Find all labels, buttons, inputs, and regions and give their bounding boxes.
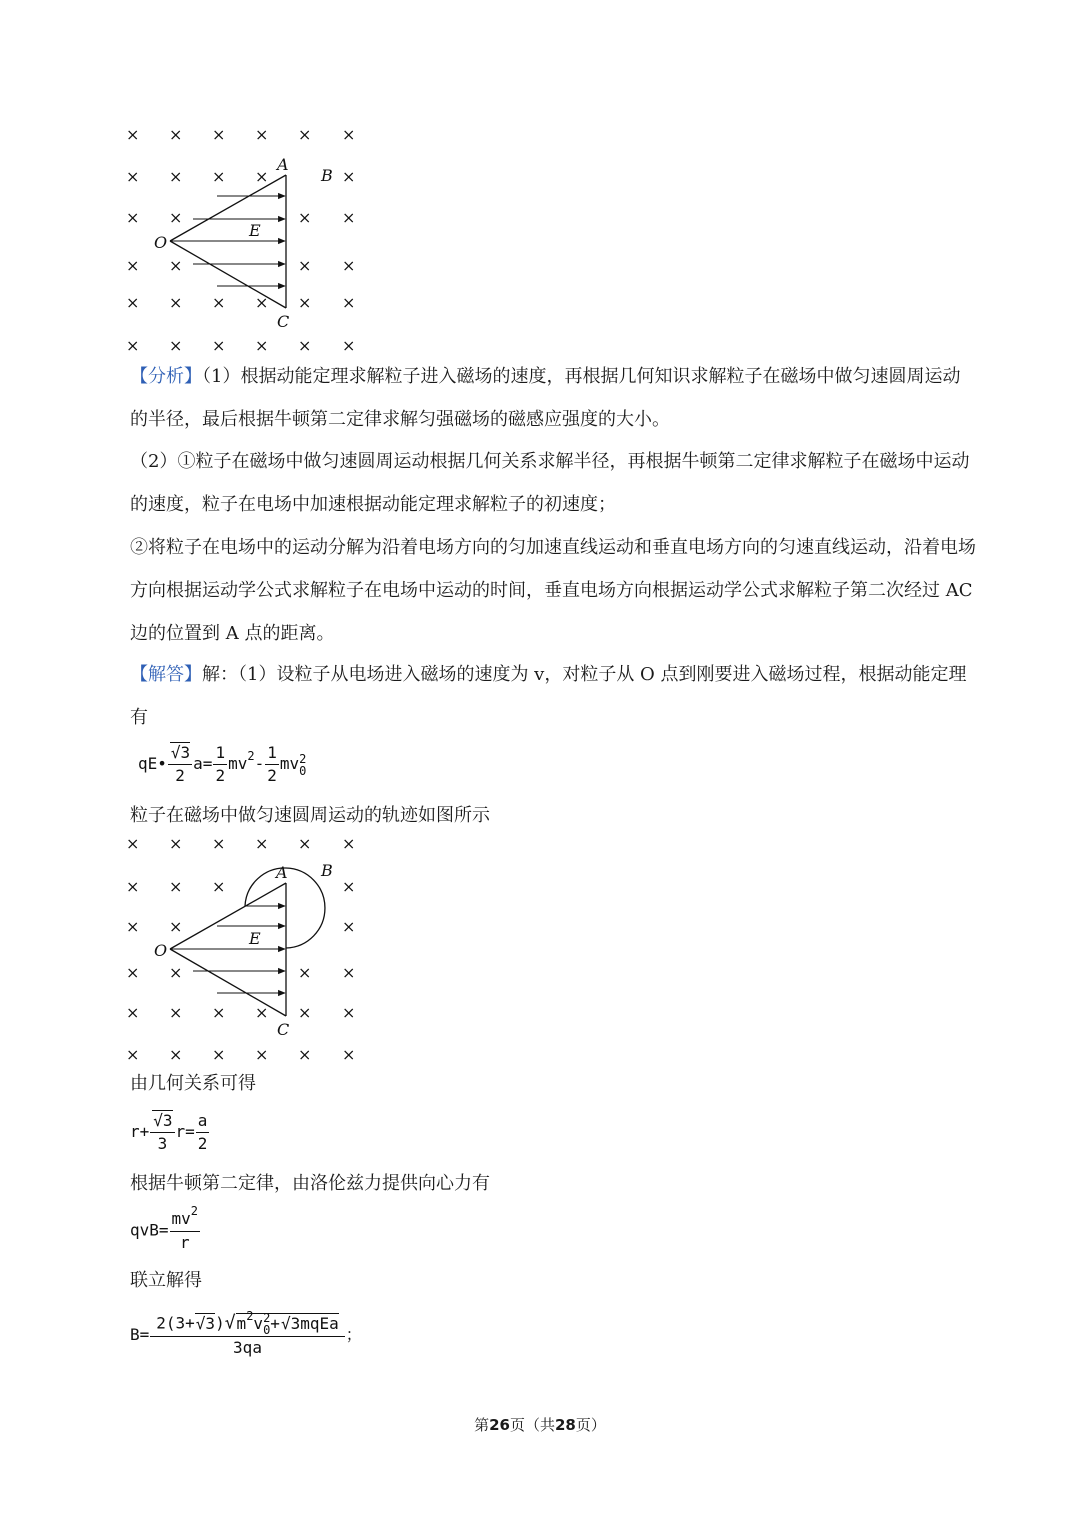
svg-text:×: × (212, 1003, 226, 1022)
svg-text:×: × (298, 125, 312, 144)
answer-paragraph-5: 联立解得 (130, 1270, 202, 1291)
svg-text:×: × (212, 834, 226, 853)
analysis-paragraph-2: （2）①粒子在磁场中做匀速圆周运动根据几何关系求解半径，再根据牛顿第二定律求解粒子在磁场中运动的速度，粒子在电场中加速根据动能定理求解粒子的初速度； (130, 451, 970, 515)
svg-text:×: × (126, 256, 140, 275)
svg-text:×: × (169, 336, 183, 355)
svg-text:×: × (298, 336, 312, 355)
svg-text:×: × (212, 293, 226, 312)
svg-text:×: × (342, 963, 356, 982)
svg-text:×: × (169, 834, 183, 853)
analysis-tag: 【分析】 (130, 366, 202, 387)
svg-text:×: × (126, 963, 140, 982)
svg-text:×: × (255, 336, 269, 355)
svg-text:×: × (342, 834, 356, 853)
svg-text:×: × (298, 1045, 312, 1064)
svg-text:×: × (169, 167, 183, 186)
svg-text:×: × (212, 1045, 226, 1064)
svg-text:×: × (126, 1003, 140, 1022)
label-b-2: B (321, 861, 333, 880)
answer-paragraph-4: 根据牛顿第二定律，由洛伦兹力提供向心力有 (130, 1173, 490, 1194)
svg-text:×: × (212, 167, 226, 186)
svg-text:×: × (126, 877, 140, 896)
electric-field-lines-2 (170, 906, 285, 993)
svg-text:×: × (255, 167, 269, 186)
svg-text:×: × (169, 256, 183, 275)
svg-text:×: × (342, 256, 356, 275)
svg-text:×: × (298, 293, 312, 312)
svg-text:×: × (169, 293, 183, 312)
svg-text:×: × (342, 336, 356, 355)
equation-lorentz: qvB= $\frac{mv^2}{r}$ (130, 1204, 199, 1252)
svg-text:×: × (255, 834, 269, 853)
answer-paragraph-1: 【解答】解：（1）设粒子从电场进入磁场的速度为 v，对粒子从 O 点到刚要进入磁场过程，根据动能定理有 (130, 664, 967, 728)
svg-text:×: × (342, 208, 356, 227)
svg-text:×: × (342, 125, 356, 144)
svg-text:×: × (126, 834, 140, 853)
label-e: E (249, 221, 261, 240)
svg-text:×: × (298, 256, 312, 275)
svg-text:×: × (169, 917, 183, 936)
svg-text:×: × (212, 877, 226, 896)
svg-text:×: × (298, 1003, 312, 1022)
svg-text:×: × (255, 1003, 269, 1022)
label-a-2: A (276, 863, 288, 882)
page-total: 28 (555, 1416, 576, 1434)
svg-text:×: × (342, 917, 356, 936)
answer-paragraph-2: 粒子在磁场中做匀速圆周运动的轨迹如图所示 (130, 805, 490, 826)
svg-text:×: × (298, 208, 312, 227)
page-footer: 第26页（共28页） (474, 1416, 606, 1434)
page-number: 26 (489, 1416, 510, 1434)
svg-text:×: × (126, 293, 140, 312)
svg-text:×: × (126, 917, 140, 936)
label-o: O (154, 233, 168, 252)
answer-paragraph-3: 由几何关系可得 (130, 1073, 256, 1094)
svg-text:×: × (126, 208, 140, 227)
svg-text:×: × (126, 1045, 140, 1064)
svg-text:×: × (126, 336, 140, 355)
svg-text:×: × (169, 1003, 183, 1022)
svg-text:×: × (126, 125, 140, 144)
svg-text:×: × (212, 125, 226, 144)
svg-text:×: × (169, 877, 183, 896)
analysis-paragraph-1: 【分析】（1）根据动能定理求解粒子进入磁场的速度，再根据几何知识求解粒子在磁场中做匀速圆周运动的半径，最后根据牛顿第二定律求解匀强磁场的磁感应强度的大小。 (130, 366, 961, 430)
svg-text:×: × (126, 167, 140, 186)
svg-text:×: × (298, 963, 312, 982)
equation-result-b: B= $2(3+√3)√m^2v$ 2 0 +√3mqEa 3qa ； (130, 1308, 362, 1357)
svg-text:×: × (342, 167, 356, 186)
svg-text:×: × (342, 877, 356, 896)
svg-text:×: × (342, 293, 356, 312)
equation-energy: qE• $\frac{√3}{2}$ a= $\frac{1}{2}$ $mv^2-$ $\frac{1}{2}$ mv 2 0 (138, 743, 307, 785)
analysis-paragraph-3: ②将粒子在电场中的运动分解为沿着电场方向的匀加速直线运动和垂直电场方向的匀速直线运动，沿着电场方向根据运动学公式求解粒子在电场中运动的时间，垂直电场方向根据运动学公式求解粒子第二次经过 AC 边的位置到 A 点的距离。 (130, 537, 976, 644)
label-b: B (321, 166, 333, 185)
svg-text:×: × (255, 1045, 269, 1064)
svg-text:×: × (342, 1003, 356, 1022)
label-o-2: O (154, 941, 168, 960)
electric-field-lines (170, 196, 285, 286)
svg-text:×: × (255, 125, 269, 144)
label-c-2: C (277, 1020, 290, 1039)
answer-tag: 【解答】 (130, 664, 202, 685)
svg-text:×: × (342, 1045, 356, 1064)
svg-text:×: × (212, 336, 226, 355)
svg-text:×: × (169, 125, 183, 144)
svg-text:×: × (298, 834, 312, 853)
label-a: A (277, 155, 289, 174)
equation-geometry: r+ $\frac{√3}{3}$ r= $\frac{a}{2}$ (130, 1111, 208, 1153)
svg-text:×: × (169, 963, 183, 982)
figure-field-diagram-1 (120, 120, 370, 360)
svg-text:×: × (169, 1045, 183, 1064)
label-e-2: E (249, 929, 261, 948)
figure-field-diagram-2 (120, 830, 370, 1070)
svg-text:×: × (169, 208, 183, 227)
label-c: C (277, 312, 290, 331)
svg-text:×: × (255, 293, 269, 312)
